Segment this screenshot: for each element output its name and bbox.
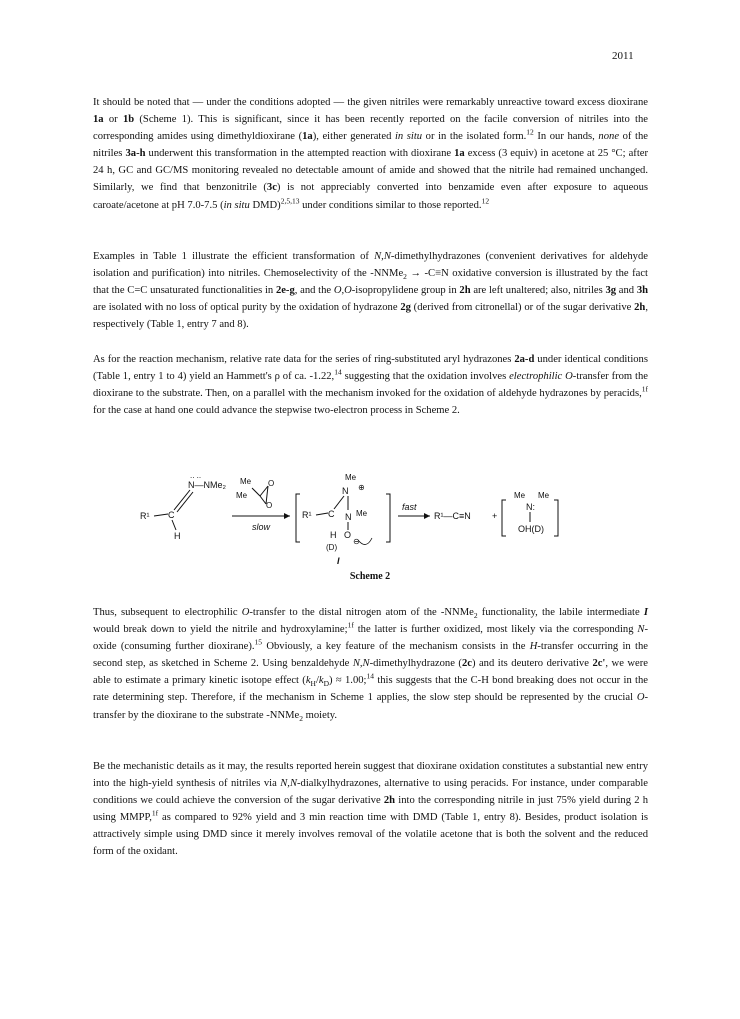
r1-label: R¹ bbox=[140, 511, 150, 521]
scheme-2-diagram bbox=[140, 471, 590, 606]
svg-text:Me: Me bbox=[514, 491, 526, 500]
fast-label: fast bbox=[402, 502, 417, 512]
page-number: 2011 bbox=[612, 50, 634, 62]
svg-text:N: N bbox=[342, 486, 349, 496]
svg-text:Me: Me bbox=[356, 509, 368, 518]
svg-text:O: O bbox=[268, 479, 275, 488]
svg-text:Me: Me bbox=[345, 473, 357, 482]
paragraph-1: It should be noted that — under the conditions adopted — the given nitriles were remarkably unreactive toward excess dioxirane 1a or 1b (Scheme 1). This is significant, since it has been recently reported on the facile conversion of nitriles into the corresponding amides using dimethyldioxirane (1a), either generated in situ or in the isolated form.$^{12}$ In our hands, none of the nitriles 3a-h underwent this transformation in the attempted reaction with dioxirane 1a excess (3 equiv) in acetone at 25 °C; after 24 h, GC and GC/MS monitoring revealed no detectable amount of amide and showed that the nitrile had remained unchanged. Similarly, we find that benzonitrile (3c) is not appreciably converted into benzamide even after exposure to aqueous caroate/acetone at pH 7.0-7.5 (in situ DMD)$^{2,5,13}$ under conditions similar to those reported.$^{12}$ bbox=[93, 97, 649, 211]
svg-text:OH(D): OH(D) bbox=[518, 524, 544, 534]
scheme-caption: Scheme 2 bbox=[349, 571, 391, 582]
paragraph-5: Be the mechanistic details as it may, the results reported herein suggest that dioxirane oxidation constitutes a substantial new entry into the high-yield synthesis of nitriles via N,N-dialkylhydrazones, alternative to using peracids. For instance, under comparable conditions we could achieve the conversion of the sugar derivative 2h into the corresponding nitrile in just 75% yield during 2 h using MMPP,$^{1f}$ as compared to 92% yield and 3 min reaction time with DMD (Table 1, entry 8). Besides, product isolation is attractively simple using DMD since it merely involves removal of the volatile acetone that is both the solvent and the reduced form of the oxidant. bbox=[93, 761, 649, 858]
svg-text:C: C bbox=[328, 509, 335, 519]
plus-label: + bbox=[492, 511, 498, 521]
paragraph-4: Thus, subsequent to electrophilic O-transfer to the distal nitrogen atom of the -NNMe$_2$ functionality, the labile intermediate I would break down to yield the nitrile and hydroxylamine;$^{1f}$ the latter is further oxidized, most likely via the corresponding N-oxide (consuming further dioxirane).$^{15}$ Obviously, a key feature of the mechanism consists in the H-transfer occurring in the second step, as sketched in Scheme 2. Using benzaldehyde N,N-dimethylhydrazone (2c) and its deutero derivative 2c', we were able to estimate a primary kinetic isotope effect $(k_H/k_D)$ ≈ 1.00;$^{14}$ this suggests that the C-H bond breaking does not occur in the rate determining step. Therefore, if the mechanism in Scheme 1 applies, the slow step should be represented by the crucial O-transfer by the dioxirane to the substrate -NNMe$_2$ moiety. bbox=[93, 607, 648, 723]
svg-text:Me: Me bbox=[240, 477, 252, 486]
svg-text:R¹: R¹ bbox=[302, 510, 312, 520]
paragraph-2: Examples in Table 1 illustrate the efficient transformation of N,N-dimethylhydrazones (convenient derivatives for aldehyde isolation and purification) into nitriles. Chemoselectivity of the -NNMe$_2$ → -C≡N oxidative conversion is illustrated by the fact that the C=C unsaturated functionalities in 2e-g, and the O,O-isopropylidene group in 2h are left unaltered; also, nitriles 3g and 3h are isolated with no loss of optical purity by the oxidation of hydrazone 2g (derived from citronellal) or of the sugar derivative 2h, respectively (Table 1, entry 7 and 8). bbox=[93, 251, 649, 331]
svg-text:R¹—C≡N: R¹—C≡N bbox=[434, 511, 471, 521]
svg-text:O: O bbox=[344, 530, 352, 540]
intermediate-label: I bbox=[337, 556, 340, 566]
svg-text:(D): (D) bbox=[326, 543, 338, 552]
svg-text:H: H bbox=[330, 530, 337, 540]
svg-text:O: O bbox=[266, 501, 273, 510]
svg-text:.. ..: .. .. bbox=[190, 471, 202, 480]
svg-text:Me: Me bbox=[236, 491, 248, 500]
svg-text:⊖: ⊖ bbox=[353, 537, 360, 546]
slow-label: slow bbox=[252, 522, 271, 532]
n-nme2-label: N—NMe₂ bbox=[188, 480, 226, 490]
svg-text:N: N bbox=[345, 512, 352, 522]
svg-text:⊕: ⊕ bbox=[358, 483, 365, 492]
reaction-mechanism-svg bbox=[140, 471, 590, 571]
paragraph-3: As for the reaction mechanism, relative rate data for the series of ring-substituted aryl hydrazones 2a-d under identical conditions (Table 1, entry 1 to 4) yield an Hammett's ρ of ca. -1.22,14 suggesting that the oxidation involves electrophilic O-transfer from the dioxirane to the substrate. Then, on a parallel with the mechanism invoked for the oxidation of aldehyde hydrazones by peracids,$^{1f}$ for the case at hand one could advance the stepwise two-electron process in Scheme 2. bbox=[93, 354, 648, 417]
svg-text:Me: Me bbox=[538, 491, 550, 500]
h-label: H bbox=[174, 531, 181, 541]
svg-text:N:: N: bbox=[526, 502, 535, 512]
c-label: C bbox=[168, 510, 175, 520]
